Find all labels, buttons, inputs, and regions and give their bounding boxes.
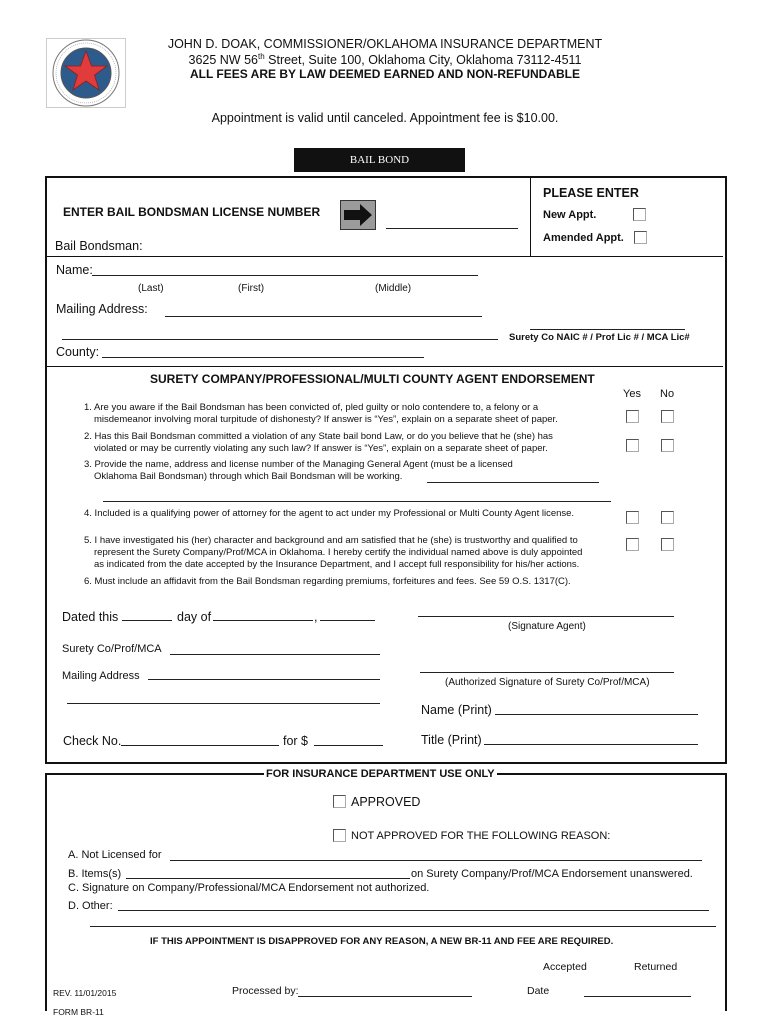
appointment-note: Appointment is valid until canceled. Appointment fee is $10.00.	[211, 111, 559, 125]
arrow-right-icon	[340, 200, 376, 230]
reason-a-field[interactable]	[170, 860, 702, 861]
question-5-yes-checkbox[interactable]	[626, 538, 639, 551]
please-enter-label: PLEASE ENTER	[543, 186, 639, 200]
reason-a-label: A. Not Licensed for	[68, 849, 162, 861]
date-comma: ,	[314, 610, 318, 624]
mailing-address-field-2[interactable]	[62, 339, 498, 340]
for-dollar-label: for $	[283, 734, 309, 748]
mailing-address-label: Mailing Address:	[56, 302, 148, 316]
question-1-yes-checkbox[interactable]	[626, 410, 639, 423]
bail-bond-banner	[294, 148, 465, 172]
reason-d-label: D. Other:	[68, 900, 113, 912]
yes-column-header: Yes	[623, 388, 641, 400]
reason-d-field[interactable]	[118, 910, 709, 911]
county-field[interactable]	[102, 357, 424, 358]
enter-license-label: ENTER BAIL BONDSMAN LICENSE NUMBER	[63, 205, 321, 219]
first-name-caption: (First)	[238, 283, 265, 294]
new-appt-label: New Appt.	[543, 209, 597, 221]
dated-this-label: Dated this	[62, 610, 119, 624]
reason-c-label: C. Signature on Company/Professional/MCA Endorsement not authorized.	[68, 882, 430, 894]
surety-co-label: Surety Co/Prof/MCA	[62, 643, 162, 655]
question-2-line-2: violated or may be currently violating any such law? If answer is “Yes”, explain on a separate sheet of paper.	[94, 443, 548, 454]
name-print-field[interactable]	[495, 714, 698, 715]
name-print-label: Name (Print)	[421, 703, 492, 717]
license-section-divider	[530, 178, 531, 256]
signature-agent-field[interactable]	[418, 616, 674, 617]
managing-agent-field-2[interactable]	[103, 501, 611, 502]
year-field[interactable]	[320, 620, 375, 621]
managing-agent-field[interactable]	[427, 482, 599, 483]
approved-checkbox[interactable]	[333, 795, 346, 808]
month-field[interactable]	[213, 620, 313, 621]
question-2-yes-checkbox[interactable]	[626, 439, 639, 452]
reason-b-field[interactable]	[126, 878, 410, 879]
authorized-signature-caption: (Authorized Signature of Surety Co/Prof/MCA)	[445, 677, 650, 688]
amended-appt-label: Amended Appt.	[543, 232, 624, 244]
mailing-address-field[interactable]	[165, 316, 482, 317]
county-label: County:	[56, 345, 100, 359]
last-name-caption: (Last)	[138, 283, 164, 294]
day-of-label: day of	[177, 610, 212, 624]
authorized-signature-field[interactable]	[420, 672, 674, 673]
mailing-address-label-2: Mailing Address	[62, 670, 140, 682]
name-label: Name:	[56, 263, 93, 277]
question-4: 4. Included is a qualifying power of attorney for the agent to act under my Professional or Multi County Agent license.	[84, 508, 575, 519]
question-3-line-1: 3. Provide the name, address and license number of the Managing General Agent (must be a licensed	[84, 459, 513, 470]
question-1-line-1: 1. Are you aware if the Bail Bondsman has been convicted of, pled guilty or nolo contendere to, a felony or a	[84, 402, 539, 413]
processed-by-field[interactable]	[298, 996, 472, 997]
question-1-line-2: misdemeanor involving moral turpitude of dishonesty? If answer is “Yes”, explain on a separate sheet of paper.	[94, 414, 558, 425]
question-5-line-2: represent the Surety Company/Prof/MCA in Oklahoma. I hereby certify the individual named above is duly appointed	[94, 547, 583, 558]
question-5-no-checkbox[interactable]	[661, 538, 674, 551]
question-4-yes-checkbox[interactable]	[626, 511, 639, 524]
question-3-line-2: Oklahoma Bail Bondsman) through which Bail Bondsman will be working.	[94, 471, 403, 482]
header-address	[0, 53, 770, 67]
endorsement-title: SURETY COMPANY/PROFESSIONAL/MULTI COUNTY AGENT ENDORSEMENT	[150, 372, 595, 386]
main-form-box	[45, 176, 727, 764]
question-2-no-checkbox[interactable]	[661, 439, 674, 452]
processed-by-label: Processed by:	[232, 985, 299, 997]
date-field[interactable]	[584, 996, 691, 997]
accepted-label: Accepted	[543, 961, 587, 973]
signature-agent-caption: (Signature Agent)	[508, 621, 586, 632]
question-5-line-1: 5. I have investigated his (her) character and background and am satisfied that he (she) is trustworthy and qualified to	[84, 535, 578, 546]
title-print-label: Title (Print)	[421, 733, 482, 747]
check-no-field[interactable]	[121, 745, 279, 746]
disapproved-note: IF THIS APPOINTMENT IS DISAPPROVED FOR ANY REASON, A NEW BR-11 AND FEE ARE REQUIRED.	[150, 936, 614, 947]
name-field[interactable]	[92, 275, 478, 276]
bail-bondsman-label: Bail Bondsman:	[55, 239, 143, 253]
new-appt-checkbox[interactable]	[633, 208, 646, 221]
form-number: FORM BR-11	[53, 1007, 104, 1017]
day-field[interactable]	[122, 620, 172, 621]
address-part-2: Street, Suite 100, Oklahoma City, Oklahoma 73112-4511	[264, 53, 582, 68]
question-6: 6. Must include an affidavit from the Bail Bondsman regarding premiums, forfeitures and fees. See 59 O.S. 1317(C).	[84, 576, 571, 587]
header-title: JOHN D. DOAK, COMMISSIONER/OKLAHOMA INSURANCE DEPARTMENT	[167, 37, 603, 51]
reason-b-label: B. Items(s)	[68, 868, 122, 880]
amount-field[interactable]	[314, 745, 383, 746]
date-label: Date	[527, 985, 550, 997]
surety-license-label: Surety Co NAIC # / Prof Lic # / MCA Lic#	[509, 332, 690, 343]
question-5-line-3: as indicated from the date accepted by the Insurance Department, and I accept full responsibility for his/her actions.	[94, 559, 580, 570]
reason-d-field-2[interactable]	[90, 926, 716, 927]
address-part-1: 3625 NW 56	[188, 53, 258, 68]
not-approved-checkbox[interactable]	[333, 829, 346, 842]
question-2-line-1: 2. Has this Bail Bondsman committed a violation of any State bail bond Law, or do you believe that he (she) has	[84, 431, 553, 442]
surety-co-field[interactable]	[170, 654, 380, 655]
header-fees-note: ALL FEES ARE BY LAW DEEMED EARNED AND NON-REFUNDABLE	[189, 67, 581, 81]
reason-b-suffix: on Surety Company/Prof/MCA Endorsement unanswered.	[411, 868, 693, 880]
approved-label: APPROVED	[351, 795, 421, 809]
mailing-address-field-3[interactable]	[148, 679, 380, 680]
divider-2	[47, 366, 723, 367]
bail-bond-banner-label: BAIL BOND	[349, 154, 410, 166]
question-4-no-checkbox[interactable]	[661, 511, 674, 524]
title-print-field[interactable]	[484, 744, 698, 745]
amended-appt-checkbox[interactable]	[634, 231, 647, 244]
address-superscript: th	[257, 52, 265, 61]
mailing-address-field-4[interactable]	[67, 703, 380, 704]
license-number-field[interactable]	[386, 228, 518, 229]
middle-name-caption: (Middle)	[375, 283, 412, 294]
not-approved-label: NOT APPROVED FOR THE FOLLOWING REASON:	[351, 830, 611, 842]
surety-license-field[interactable]	[530, 329, 685, 330]
returned-label: Returned	[634, 961, 678, 973]
question-1-no-checkbox[interactable]	[661, 410, 674, 423]
no-column-header: No	[660, 388, 675, 400]
check-no-label: Check No.	[63, 734, 122, 748]
rev-date: REV. 11/01/2015	[53, 988, 117, 998]
divider-1	[47, 256, 723, 257]
department-use-title: FOR INSURANCE DEPARTMENT USE ONLY	[266, 768, 495, 780]
